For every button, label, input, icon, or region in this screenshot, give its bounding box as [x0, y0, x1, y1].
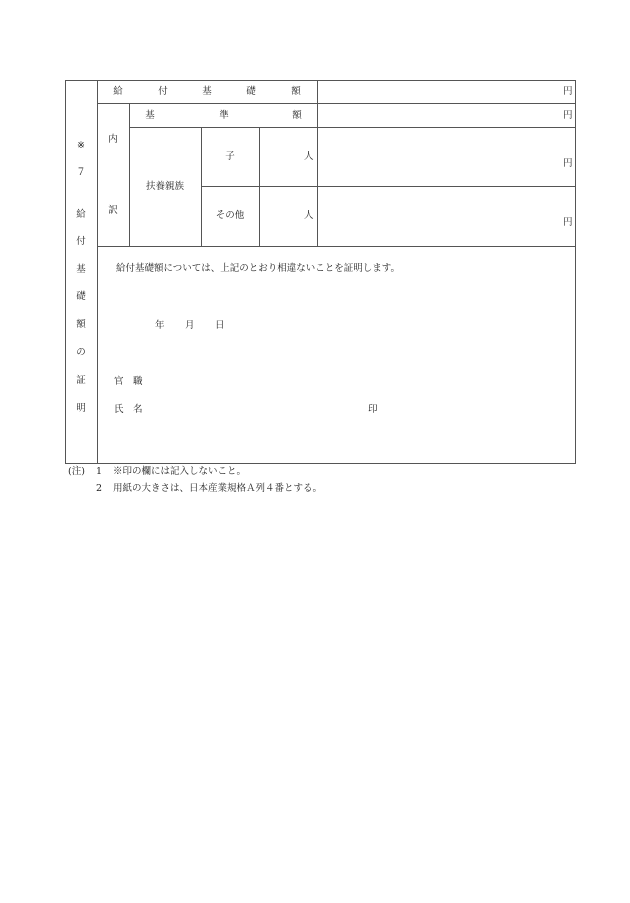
label-char: 給 — [113, 86, 123, 97]
standard-amount-unit: 円 — [563, 110, 573, 121]
date-day: 日 — [215, 320, 225, 331]
other-amount-unit: 円 — [563, 217, 573, 228]
section-title-char: 額 — [76, 319, 86, 330]
border-right — [575, 80, 576, 464]
note-number: 2 — [96, 483, 103, 494]
row-divider-2 — [129, 127, 575, 128]
position-label: 官 職 — [114, 376, 143, 387]
date-month: 月 — [185, 320, 195, 331]
total-amount-unit: 円 — [563, 86, 573, 97]
seal-mark: 印 — [368, 404, 378, 415]
label-char: 額 — [291, 86, 301, 97]
section-title-char: の — [76, 347, 86, 358]
breakdown-label-char: 訳 — [108, 205, 118, 216]
breakdown-divider — [129, 103, 130, 246]
border-left — [65, 80, 66, 464]
name-label: 氏 名 — [114, 404, 143, 415]
child-amount-unit: 円 — [563, 158, 573, 169]
label-char: 基 — [202, 86, 212, 97]
section-title-char: 基 — [76, 264, 86, 275]
other-label: その他 — [215, 210, 245, 221]
label-char: 準 — [219, 110, 229, 121]
notes-prefix: (注) — [68, 466, 85, 477]
breakdown-label-char: 内 — [108, 134, 118, 145]
child-label: 子 — [225, 151, 235, 162]
section-title-char: 給 — [76, 209, 86, 220]
note-text: ※印の欄には記入しないこと。 — [113, 466, 247, 477]
dependents-divider — [201, 127, 202, 246]
note-number: 1 — [96, 466, 103, 477]
certification-statement: 給付基礎額については、上記のとおり相違ないことを証明します。 — [116, 263, 401, 274]
label-char: 額 — [292, 110, 302, 121]
date-year: 年 — [155, 320, 165, 331]
section-title-char: ※ — [77, 140, 85, 151]
row-divider-3 — [201, 186, 575, 187]
row-divider-4 — [97, 246, 575, 247]
label-char: 付 — [158, 86, 168, 97]
section-title-char: 明 — [76, 403, 86, 414]
amount-column-divider — [317, 80, 318, 246]
count-divider — [259, 127, 260, 246]
other-count-unit: 人 — [304, 210, 314, 221]
note-text: 用紙の大きさは、日本産業規格Ａ列４番とする。 — [113, 483, 323, 494]
section-title-char: 礎 — [76, 291, 86, 302]
section-title-char: 付 — [76, 236, 86, 247]
label-char: 基 — [145, 110, 155, 121]
label-char: 礎 — [246, 86, 256, 97]
row-divider-1 — [97, 103, 575, 104]
child-count-unit: 人 — [304, 151, 314, 162]
border-top — [65, 80, 576, 81]
section-title-char: 証 — [76, 375, 86, 386]
border-bottom — [65, 463, 576, 464]
title-column-divider — [97, 80, 98, 464]
section-title-char: ７ — [76, 167, 86, 178]
dependents-label: 扶養親族 — [145, 181, 185, 192]
